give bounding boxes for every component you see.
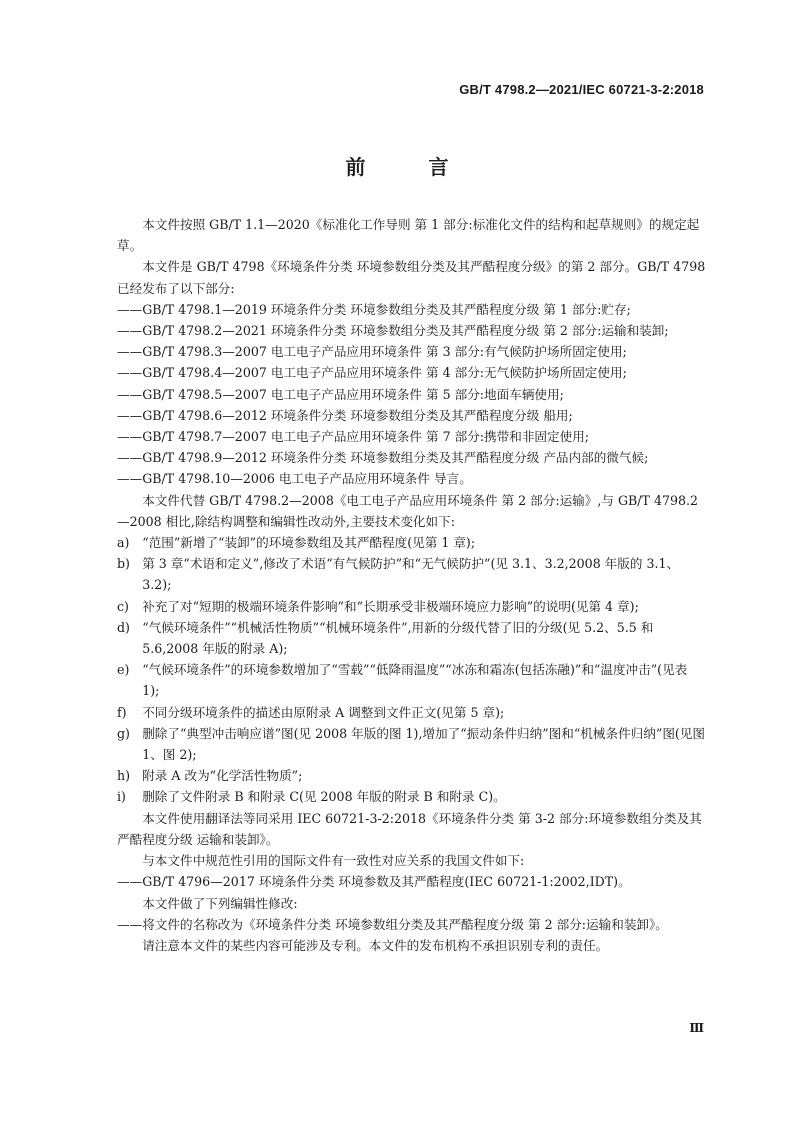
translation-paragraph: 本文件使用翻译法等同采用 IEC 60721-3-2:2018《环境条件分类 第 3-2 部分:环境参数组分类及其严酷程度分级 运输和装卸》。 bbox=[117, 810, 702, 847]
editorial-paragraph: 本文件做了下列编辑性修改: bbox=[142, 895, 298, 911]
change-item-label: f) bbox=[117, 704, 127, 720]
change-item-text: 补充了对“短期的极端环境条件影响”和“长期承受非极端环境应力影响”的说明(见第 4 章); bbox=[142, 598, 639, 614]
change-item bbox=[117, 659, 707, 701]
page-number: Ⅲ bbox=[689, 1021, 704, 1035]
published-part-item: ——GB/T 4798.1—2019 环境条件分类 环境参数组分类及其严酷程度分级 第 1 部分:贮存; bbox=[117, 301, 631, 317]
consistency-paragraph: 与本文件中规范性引用的国际文件有一致性对应关系的我国文件如下: bbox=[142, 853, 525, 869]
published-part-item: ——GB/T 4798.10—2006 电工电子产品应用环境条件 导言。 bbox=[117, 471, 472, 487]
standard-code-header: GB/T 4798.2—2021/IEC 60721-3-2:2018 bbox=[459, 82, 704, 97]
published-part-item: ——GB/T 4798.4—2007 电工电子产品应用环境条件 第 4 部分:无气候防护场所固定使用; bbox=[117, 365, 627, 381]
change-item-label: g) bbox=[117, 725, 130, 741]
change-item bbox=[117, 786, 707, 807]
series-intro-paragraph: 本文件是 GB/T 4798《环境条件分类 环境参数组分类及其严酷程度分级》的第 2 部分。GB/T 4798已经发布了以下部分: bbox=[117, 259, 706, 296]
change-item-label: c) bbox=[117, 598, 129, 614]
change-item-text: 不同分级环境条件的描述由原附录 A 调整到文件正文(见第 5 章); bbox=[142, 704, 505, 720]
change-item-label: h) bbox=[117, 768, 131, 784]
change-item-label: i) bbox=[117, 789, 126, 805]
published-part-item: ——GB/T 4798.6—2012 环境条件分类 环境参数组分类及其严酷程度分级 船用; bbox=[117, 407, 573, 423]
published-part-item: ——GB/T 4798.3—2007 电工电子产品应用环境条件 第 3 部分:有气候防护场所固定使用; bbox=[117, 344, 627, 360]
change-item-text: 第 3 章“术语和定义”,修改了术语“有气候防护”和“无气候防护”(见 3.1、3.2,2008 年版的 3.1、3.2); bbox=[142, 556, 680, 593]
change-item bbox=[117, 532, 707, 553]
change-item-text: “气候环境条件”“机械活性物质”“机械环境条件”,用新的分级代替了旧的分级(见 5.2、5.5 和5.6,2008 年版的附录 A); bbox=[142, 619, 654, 657]
change-item-text: 删除了文件附录 B 和附录 C(见 2008 年版的附录 B 和附录 C)。 bbox=[142, 789, 506, 805]
patent-paragraph: 请注意本文件的某些内容可能涉及专利。本文件的发布机构不承担识别专利的责任。 bbox=[142, 937, 609, 953]
consistency-item: ——GB/T 4796—2017 环境条件分类 环境参数及其严酷程度(IEC 60721-1:2002,IDT)。 bbox=[117, 874, 631, 890]
change-item bbox=[117, 723, 707, 765]
replacement-paragraph: 本文件代替 GB/T 4798.2—2008《电工电子产品应用环境条件 第 2 部分:运输》,与 GB/T 4798.2—2008 相比,除结构调整和编辑性改动外,主要技术变化如下: bbox=[117, 492, 699, 529]
published-part-item: ——GB/T 4798.7—2007 电工电子产品应用环境条件 第 7 部分:携带和非固定使用; bbox=[117, 429, 590, 445]
change-item bbox=[117, 702, 707, 723]
change-item-text: 删除了“典型冲击响应谱”图(见 2008 年版的图 1),增加了“振动条件归纳”图和“机械条件归纳”图(见图 1、图 2); bbox=[142, 725, 706, 763]
change-item-label: b) bbox=[117, 556, 130, 572]
published-part-item: ——GB/T 4798.5—2007 电工电子产品应用环境条件 第 5 部分:地面车辆使用; bbox=[117, 386, 564, 402]
change-item-label: e) bbox=[117, 662, 130, 678]
published-part-item: ——GB/T 4798.2—2021 环境条件分类 环境参数组分类及其严酷程度分级 第 2 部分:运输和装卸; bbox=[117, 323, 669, 339]
page-title: 前 言 bbox=[345, 155, 477, 179]
change-item bbox=[117, 596, 707, 617]
change-item bbox=[117, 617, 707, 659]
change-item bbox=[117, 553, 707, 595]
change-item-text: “气候环境条件”的环境参数增加了“雪载”“低降雨温度”“冰冻和霜冻(包括冻融)”和“温度冲击”(见表 1); bbox=[142, 662, 688, 699]
change-item bbox=[117, 765, 707, 786]
foreword-body bbox=[117, 214, 707, 956]
change-item-text: 附录 A 改为“化学活性物质”; bbox=[142, 768, 303, 784]
published-part-item: ——GB/T 4798.9—2012 环境条件分类 环境参数组分类及其严酷程度分级 产品内部的微气候; bbox=[117, 450, 649, 466]
change-item-text: “范围”新增了“装卸”的环境参数组及其严酷程度(见第 1 章); bbox=[142, 535, 476, 551]
drafting-rules-paragraph: 本文件按照 GB/T 1.1—2020《标准化工作导则 第 1 部分:标准化文件的结构和起草规则》的规定起草。 bbox=[117, 217, 700, 254]
editorial-item: ——将文件的名称改为《环境条件分类 环境参数组分类及其严酷程度分级 第 2 部分:运输和装卸》。 bbox=[117, 916, 668, 932]
change-item-label: d) bbox=[117, 619, 130, 635]
change-item-label: a) bbox=[117, 535, 130, 551]
